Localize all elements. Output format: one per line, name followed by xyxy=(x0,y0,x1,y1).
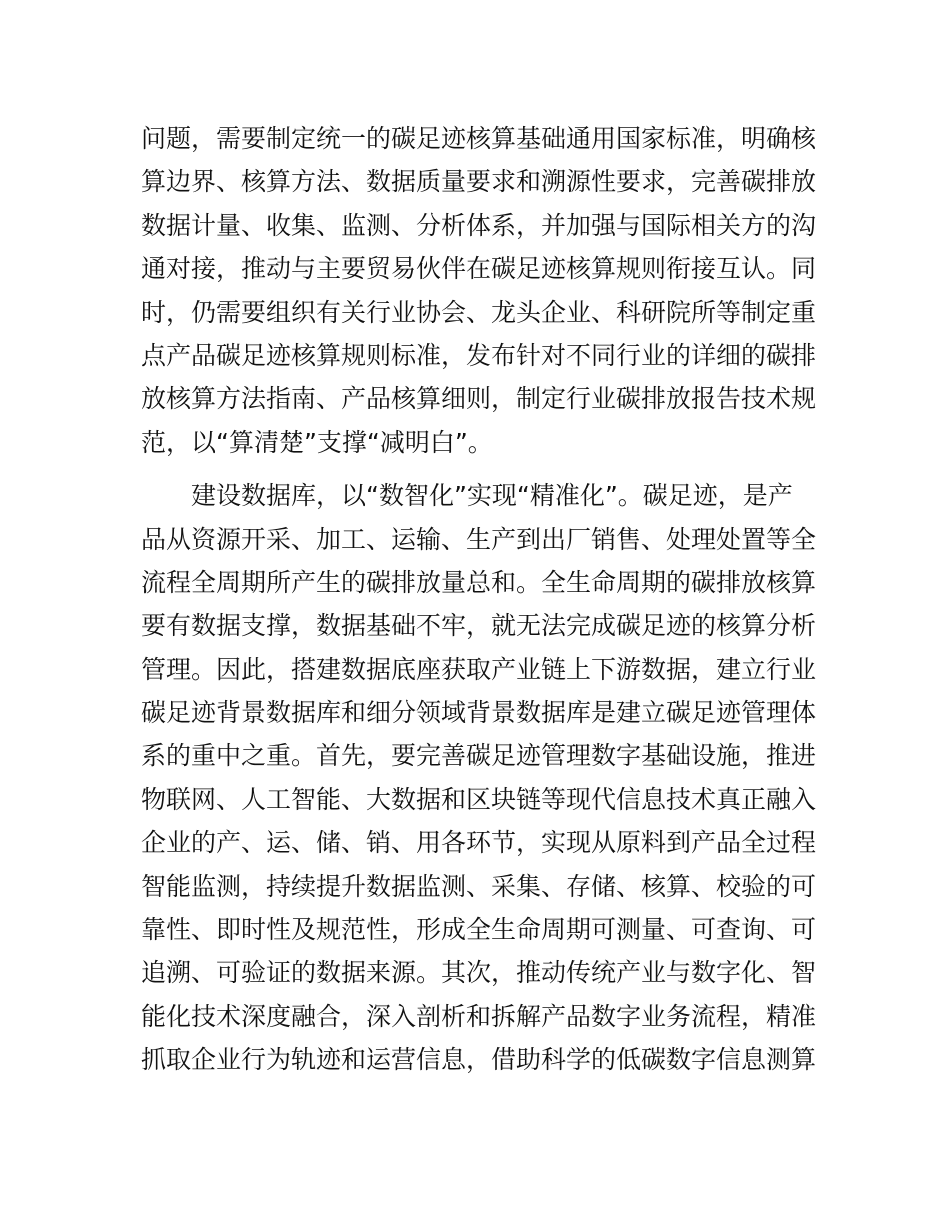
text-line: 放核算方法指南、产品核算细则，制定行业碳排放报告技术规 xyxy=(141,384,817,414)
paragraph-spacer xyxy=(141,464,841,474)
text-line: 追溯、可验证的数据来源。其次，推动传统产业与数字化、智 xyxy=(141,958,817,988)
text-line-first-indented: 建设数据库，以“数智化”实现“精准化”。碳足迹，是产 xyxy=(191,481,793,511)
document-body xyxy=(141,117,841,1082)
text-line: 算边界、核算方法、数据质量要求和溯源性要求，完善碳排放 xyxy=(141,167,817,197)
text-line: 时，仍需要组织有关行业协会、龙头企业、科研院所等制定重 xyxy=(141,297,817,327)
text-line: 流程全周期所产生的碳排放量总和。全生命周期的碳排放核算 xyxy=(141,567,817,597)
text-line: 物联网、人工智能、大数据和区块链等现代信息技术真正融入 xyxy=(141,784,817,814)
text-line: 管理。因此，搭建数据底座获取产业链上下游数据，建立行业 xyxy=(141,654,817,684)
text-line: 问题，需要制定统一的碳足迹核算基础通用国家标准，明确核 xyxy=(141,124,817,153)
text-line: 点产品碳足迹核算规则标准，发布针对不同行业的详细的碳排 xyxy=(141,340,817,370)
text-line: 系的重中之重。首先，要完善碳足迹管理数字基础设施，推进 xyxy=(141,741,817,771)
text-line: 数据计量、收集、监测、分析体系，并加强与国际相关方的沟 xyxy=(141,210,817,240)
text-line: 能化技术深度融合，深入剖析和拆解产品数字业务流程，精准 xyxy=(141,1001,817,1031)
text-line: 通对接，推动与主要贸易伙伴在碳足迹核算规则衔接互认。同 xyxy=(141,254,817,284)
paragraph-1 xyxy=(141,117,841,464)
text-line: 企业的产、运、储、销、用各环节，实现从原料到产品全过程 xyxy=(141,828,817,858)
text-line: 品从资源开采、加工、运输、生产到出厂销售、处理处置等全 xyxy=(141,524,817,554)
paragraph-2 xyxy=(141,474,841,1081)
text-line: 智能监测，持续提升数据监测、采集、存储、核算、校验的可 xyxy=(141,871,817,901)
text-line: 抓取企业行为轨迹和运营信息，借助科学的低碳数字信息测算 xyxy=(141,1045,817,1075)
text-line: 要有数据支撑，数据基础不牢，就无法完成碳足迹的核算分析 xyxy=(141,611,817,641)
text-line: 范，以“算清楚”支撑“减明白”。 xyxy=(141,427,493,457)
text-line: 碳足迹背景数据库和细分领域背景数据库是建立碳足迹管理体 xyxy=(141,698,817,728)
text-line: 靠性、即时性及规范性，形成全生命周期可测量、可查询、可 xyxy=(141,915,817,945)
